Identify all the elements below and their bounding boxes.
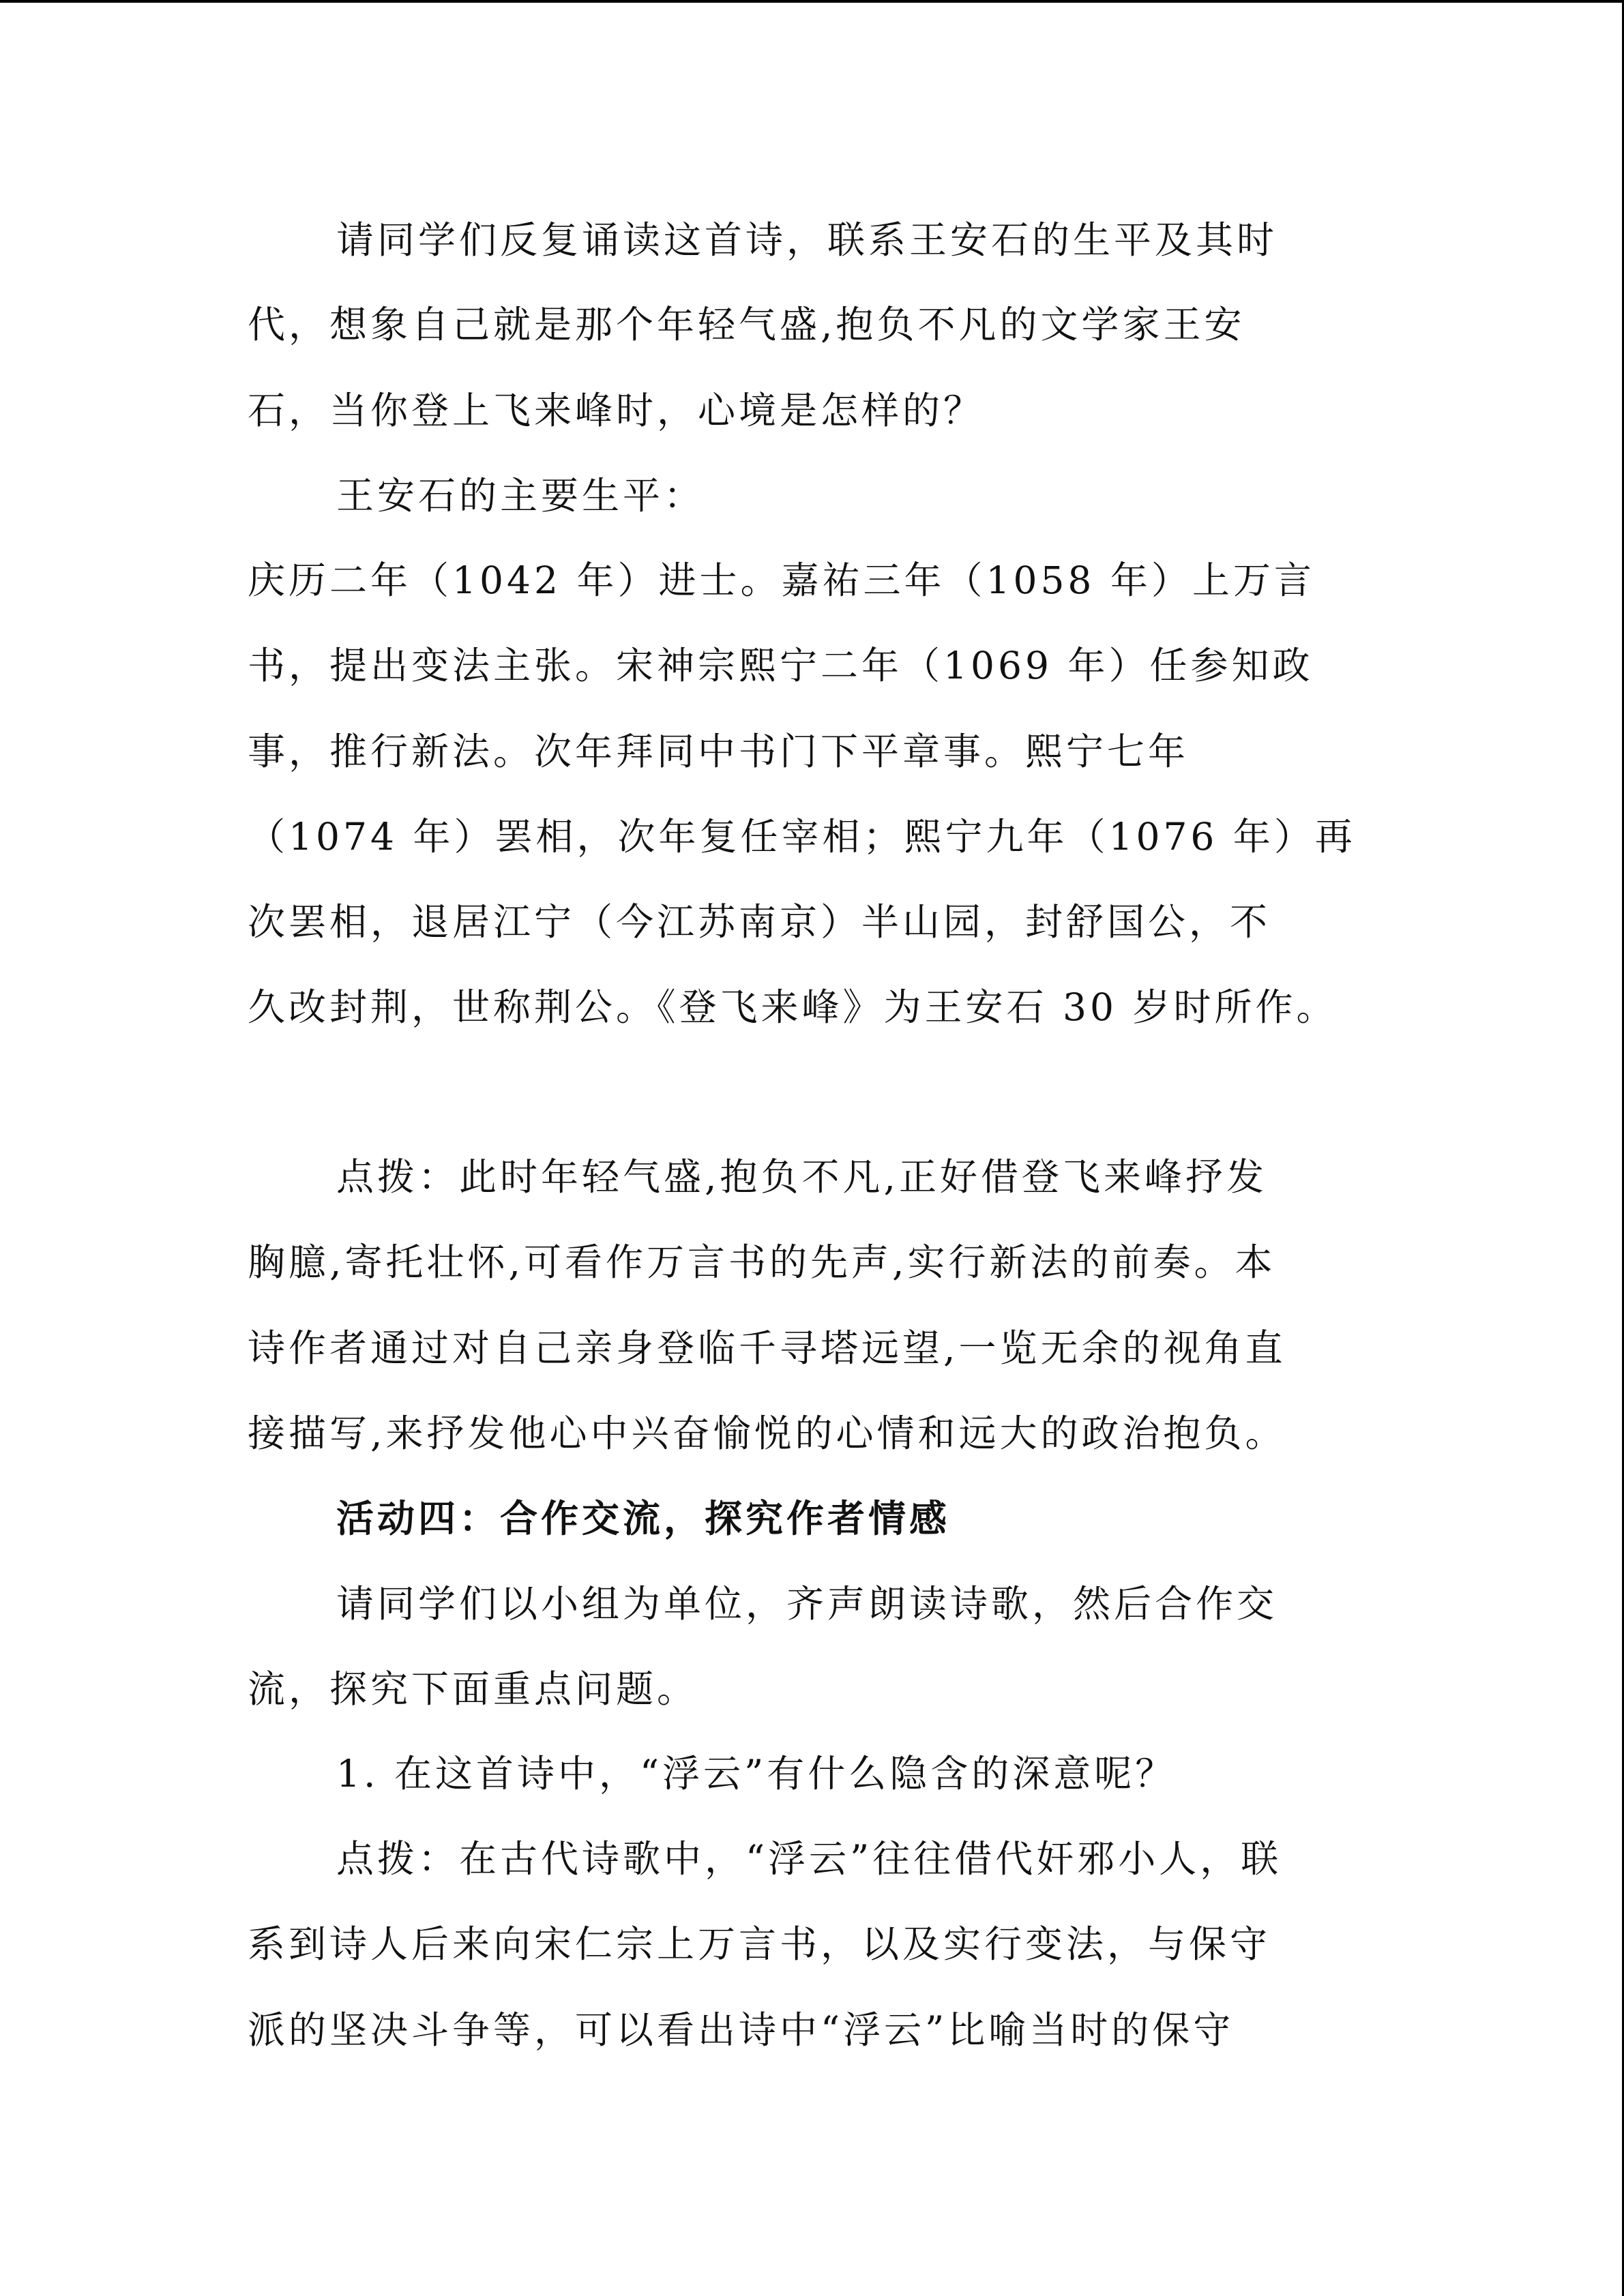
hint-1-line-2: 胸臆,寄托壮怀,可看作万言书的先声,实行新法的前奏。本 (248, 1240, 1276, 1284)
biography-line-4: （1074 年）罢相，次年复任宰相；熙宁九年（1076 年）再 (248, 815, 1356, 859)
question-1: 1. 在这首诗中，“浮云”有什么隐含的深意呢？ (336, 1752, 1177, 1795)
hint-2-line-3: 派的坚决斗争等，可以看出诗中“浮云”比喻当时的保守 (248, 2008, 1235, 2052)
biography-line-5: 次罢相，退居江宁（今江苏南京）半山园，封舒国公，不 (248, 900, 1271, 944)
biography-line-2: 书，提出变法主张。宋神宗熙宁二年（1069 年）任参知政 (248, 644, 1314, 687)
activity-4-line-2: 流，探究下面重点问题。 (248, 1667, 698, 1711)
hint-1-line-3: 诗作者通过对自己亲身登临千寻塔远望,一览无余的视角直 (248, 1326, 1286, 1370)
paragraph-1-line-2: 代，想象自己就是那个年轻气盛,抱负不凡的文学家王安 (248, 303, 1245, 346)
activity-4-line-1: 请同学们以小组为单位，齐声朗读诗歌，然后合作交 (336, 1582, 1278, 1626)
biography-heading: 王安石的主要生平： (336, 474, 705, 518)
document-page (248, 0, 1380, 2296)
hint-2-line-1: 点拨：在古代诗歌中，“浮云”往往借代奸邪小人，联 (336, 1837, 1282, 1881)
hint-1-line-4: 接描写,来抒发他心中兴奋愉悦的心情和远大的政治抱负。 (248, 1412, 1286, 1455)
paragraph-1-line-1: 请同学们反复诵读这首诗，联系王安石的生平及其时 (336, 218, 1278, 262)
biography-line-3: 事，推行新法。次年拜同中书门下平章事。熙宁七年 (248, 730, 1190, 773)
hint-1-line-1: 点拨：此时年轻气盛,抱负不凡,正好借登飞来峰抒发 (336, 1155, 1267, 1199)
hint-2-line-2: 系到诗人后来向宋仁宗上万言书，以及实行变法，与保守 (248, 1922, 1271, 1966)
biography-line-6: 久改封荆，世称荆公。《登飞来峰》为王安石 30 岁时所作。 (248, 985, 1338, 1029)
activity-4-heading: 活动四：合作交流，探究作者情感 (336, 1496, 951, 1540)
biography-line-1: 庆历二年（1042 年）进士。嘉祐三年（1058 年）上万言 (248, 558, 1315, 602)
paragraph-1-line-3: 石，当你登上飞来峰时，心境是怎样的？ (248, 389, 985, 432)
